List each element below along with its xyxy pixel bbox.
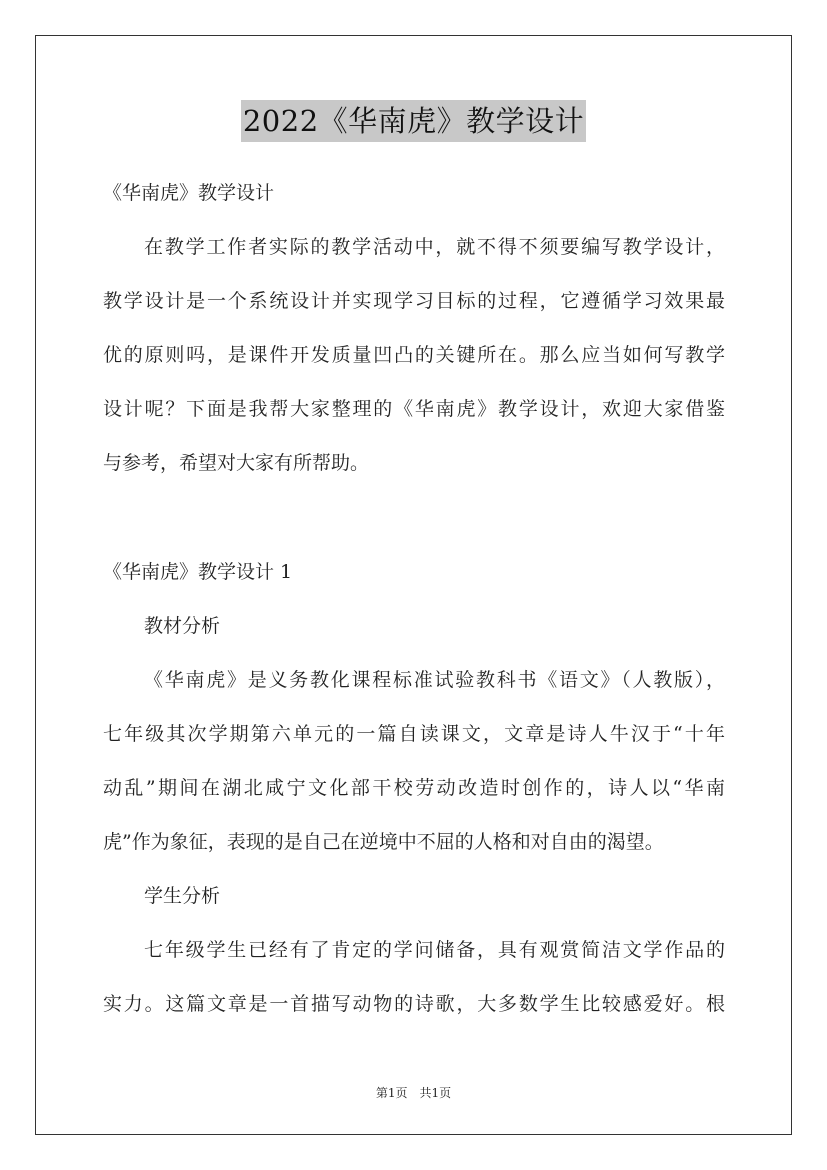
textbook-line-1: 《华南虎》是义务教化课程标准试验教科书《语文》（人教版），: [144, 669, 725, 691]
intro-line-3: 优的原则吗，是课件开发质量凹凸的关键所在。那么应当如何写教学: [103, 344, 725, 366]
textbook-line-3: 动乱”期间在湖北咸宁文化部干校劳动改造时创作的，诗人以“华南: [103, 777, 725, 799]
section-heading-1: 《华南虎》教学设计 1: [103, 561, 293, 583]
page-footer: 第1页 共1页: [375, 1086, 452, 1100]
document-title: 2022《华南虎》教学设计: [241, 100, 586, 142]
intro-line-4: 设计呢？下面是我帮大家整理的《华南虎》教学设计，欢迎大家借鉴: [103, 398, 725, 420]
intro-line-1: 在教学工作者实际的教学活动中，就不得不须要编写教学设计，: [144, 236, 725, 258]
textbook-line-4: 虎”作为象征，表现的是自己在逆境中不屈的人格和对自由的渴望。: [103, 831, 664, 853]
title-container: [0, 100, 827, 142]
textbook-line-2: 七年级其次学期第六单元的一篇自读课文，文章是诗人牛汉于“十年: [103, 723, 725, 745]
intro-line-2: 教学设计是一个系统设计并实现学习目标的过程，它遵循学习效果最: [103, 290, 725, 312]
intro-heading: 《华南虎》教学设计: [103, 182, 275, 204]
student-analysis-heading: 学生分析: [144, 885, 221, 907]
student-line-2: 实力。这篇文章是一首描写动物的诗歌，大多数学生比较感爱好。根: [103, 993, 725, 1015]
intro-line-5: 与参考，希望对大家有所帮助。: [103, 452, 370, 474]
textbook-analysis-heading: 教材分析: [144, 615, 221, 637]
student-line-1: 七年级学生已经有了肯定的学问储备，具有观赏简洁文学作品的: [144, 939, 725, 961]
